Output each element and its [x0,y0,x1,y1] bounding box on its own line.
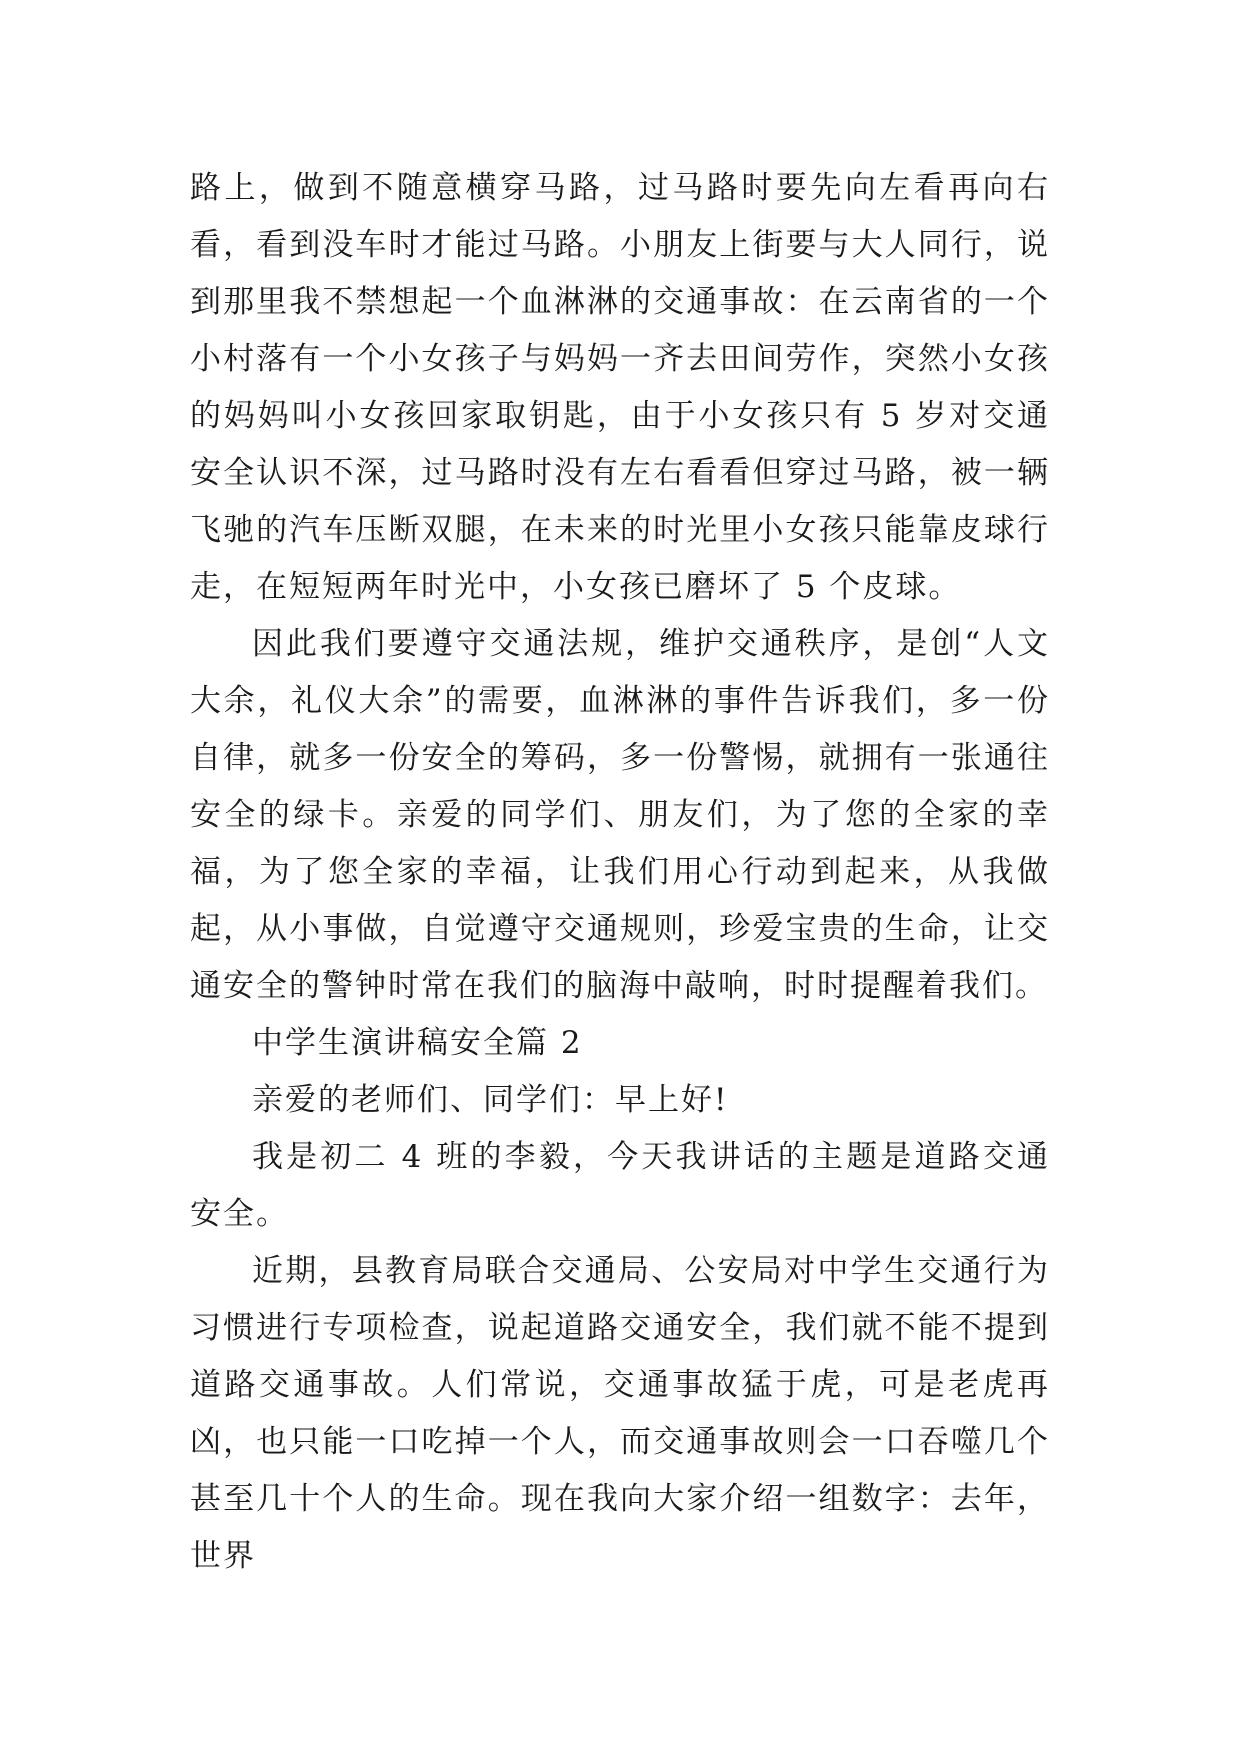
paragraph-introduction: 我是初二 4 班的李毅，今天我讲话的主题是道路交通安全。 [190,1139,1050,1232]
section-title: 中学生演讲稿安全篇 2 [252,1025,583,1061]
greeting: 亲爱的老师们、同学们：早上好! [252,1082,729,1118]
paragraph-conclusion: 因此我们要遵守交通法规，维护交通秩序，是创“人文大余，礼仪大余”的需要，血淋淋的事件告诉我们，多一份自律，就多一份安全的筹码，多一份警惕，就拥有一张通往安全的绿卡。亲爱的同学们、朋友们，为了您的全家的幸福，为了您全家的幸福，让我们用心行动到起来，从我做起，从小事做，自觉遵守交通规则，珍爱宝贵的生命，让交通安全的警钟时常在我们的脑海中敲响，时时提醒着我们。 [190,626,1050,1004]
paragraph-continuation: 路上，做到不随意横穿马路，过马路时要先向左看再向右看，看到没车时才能过马路。小朋友上街要与大人同行，说到那里我不禁想起一个血淋淋的交通事故：在云南省的一个小村落有一个小女孩子与妈妈一齐去田间劳作，突然小女孩的妈妈叫小女孩回家取钥匙，由于小女孩只有 5 岁对交通安全认识不深，过马路时没有左右看看但穿过马路，被一辆飞驰的汽车压断双腿，在未来的时光里小女孩只能靠皮球行走，在短短两年时光中，小女孩已磨坏了 5 个皮球。 [190,170,1050,605]
document-body [190,160,1050,1585]
paragraph-body: 近期，县教育局联合交通局、公安局对中学生交通行为习惯进行专项检查，说起道路交通安全，我们就不能不提到道路交通事故。人们常说，交通事故猛于虎，可是老虎再凶，也只能一口吃掉一个人，而交通事故则会一口吞噬几个甚至几十个人的生命。现在我向大家介绍一组数字：去年，世界 [190,1253,1050,1574]
